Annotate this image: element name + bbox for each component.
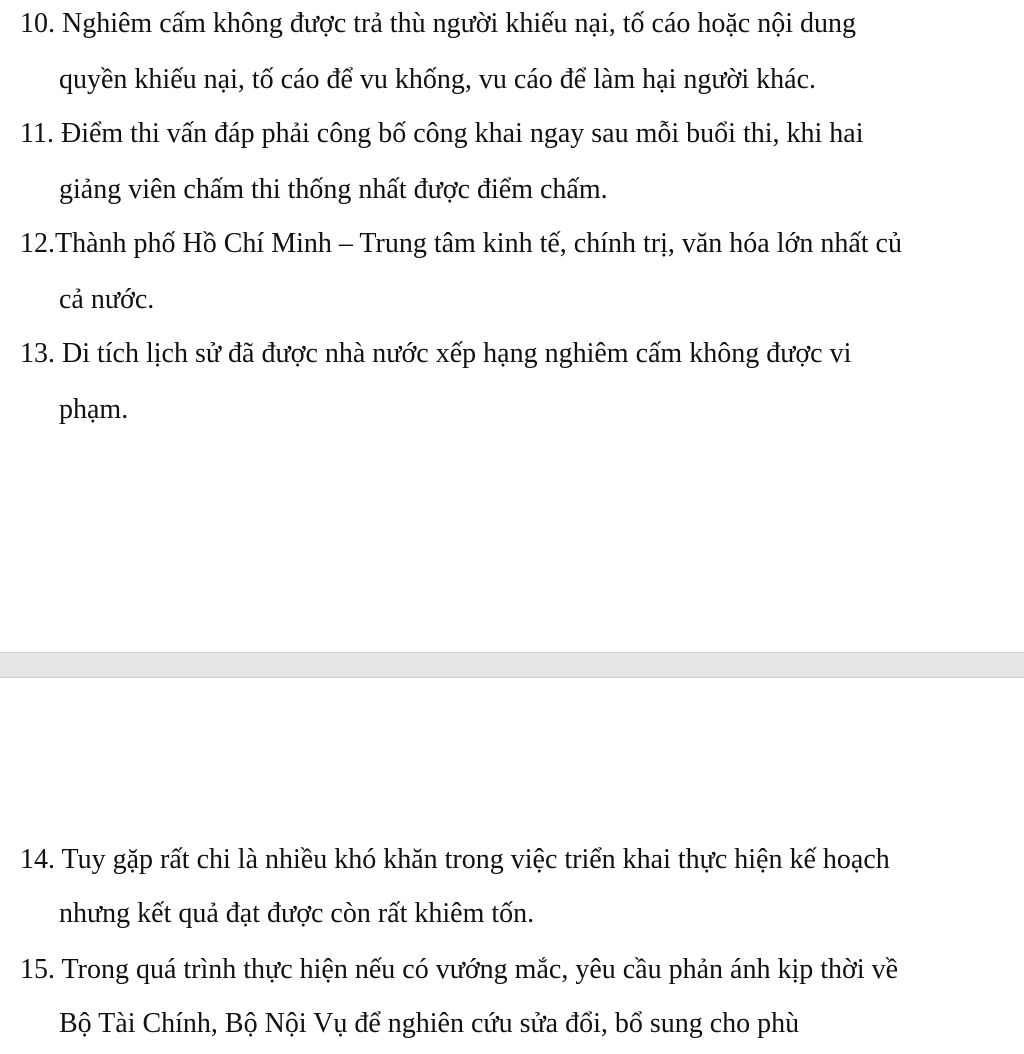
list-item-number: 15.: [20, 954, 55, 985]
list-item-number: 12.: [20, 228, 55, 259]
list-item-text: Tuy gặp rất chi là nhiều khó khăn trong việc triển khai thực hiện kế hoạch: [61, 844, 890, 875]
list-item-first-line: [20, 4, 856, 44]
list-item-number: 13.: [20, 338, 55, 369]
list-item-number: 14.: [20, 844, 55, 875]
list-item-text: Di tích lịch sử đã được nhà nước xếp hạng nghiêm cấm không được vi: [62, 338, 852, 369]
list-item-first-line: [20, 950, 898, 990]
list-item-text: Nghiêm cấm không được trả thù người khiếu nại, tố cáo hoặc nội dung: [62, 8, 857, 39]
list-item-continuation-line: nhưng kết quả đạt được còn rất khiêm tốn.: [59, 898, 535, 929]
list-item-continuation-line: cả nước.: [59, 284, 155, 315]
list-item-first-line: [20, 334, 851, 374]
document-page-lower: [0, 678, 1024, 1054]
list-item-continuation-line: giảng viên chấm thi thống nhất được điểm chấm.: [59, 174, 608, 205]
page-break-separator: [0, 652, 1024, 678]
list-item-text: Trong quá trình thực hiện nếu có vướng mắc, yêu cầu phản ánh kịp thời về: [61, 954, 899, 985]
list-item-text: Thành phố Hồ Chí Minh – Trung tâm kinh tế, chính trị, văn hóa lớn nhất củ: [55, 228, 902, 259]
list-item-number: 10.: [20, 8, 55, 39]
list-item-number: 11.: [20, 118, 54, 149]
list-item-continuation-line: quyền khiếu nại, tố cáo để vu khống, vu cáo để làm hại người khác.: [59, 64, 816, 95]
list-item-continuation-line: phạm.: [59, 394, 129, 425]
list-item-continuation-line: Bộ Tài Chính, Bộ Nội Vụ để nghiên cứu sửa đổi, bổ sung cho phù: [59, 1008, 800, 1039]
list-item-text: Điểm thi vấn đáp phải công bố công khai ngay sau mỗi buổi thi, khi hai: [60, 118, 864, 149]
list-item-first-line: [20, 224, 902, 264]
list-item-first-line: [20, 840, 890, 880]
list-item-first-line: [20, 114, 864, 154]
